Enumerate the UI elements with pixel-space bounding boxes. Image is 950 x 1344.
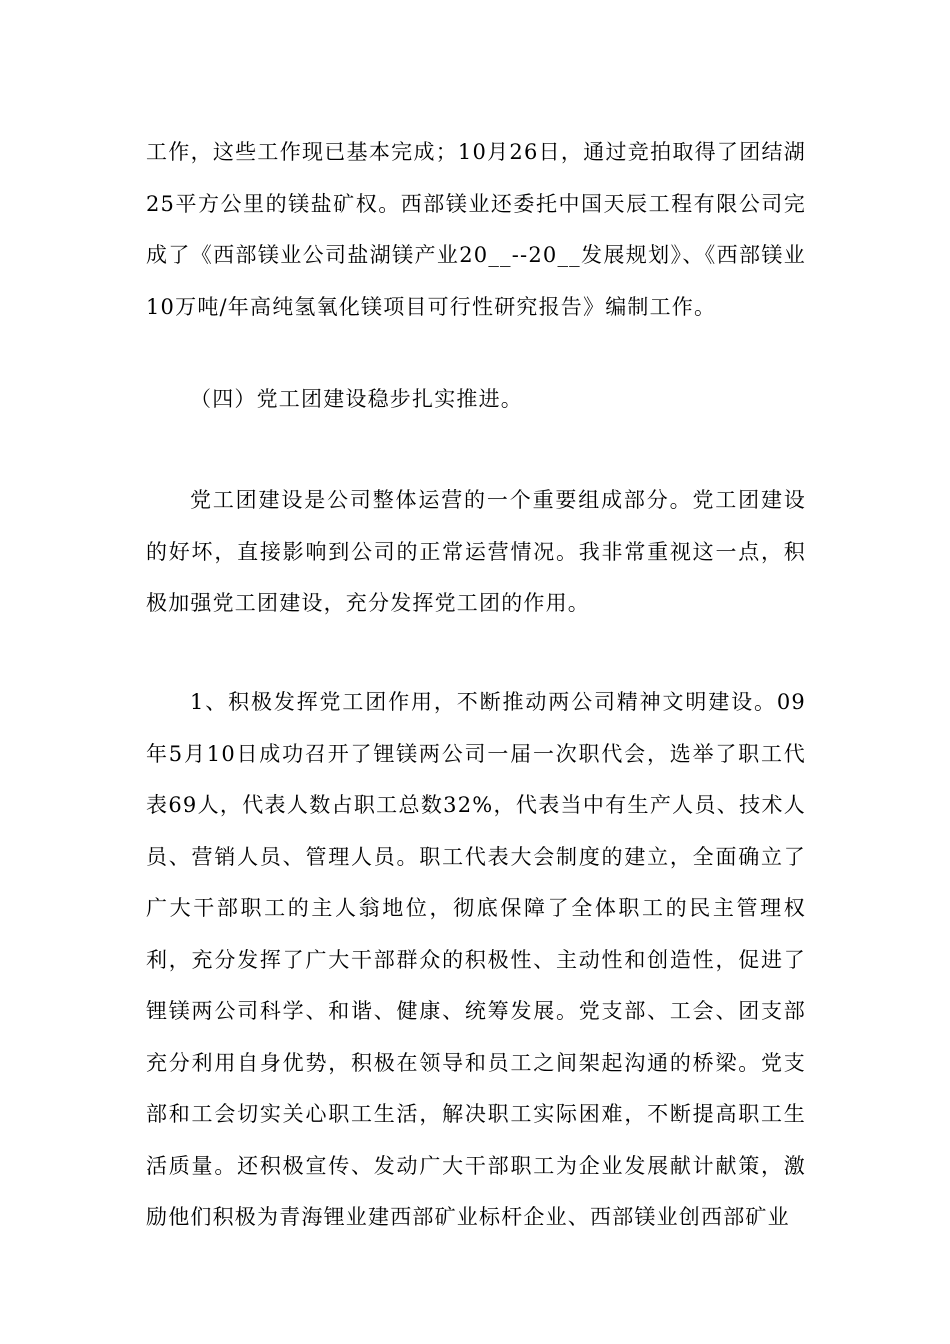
paragraph-continuation: 工作，这些工作现已基本完成；10月26日，通过竞拍取得了团结湖25平方公里的镁盐矿权。西部镁业还委托中国天辰工程有限公司完成了《西部镁业公司盐湖镁产业20__--20__发展规划》、《西部镁业10万吨/年高纯氢氧化镁项目可行性研究报告》编制工作。: [146, 140, 806, 319]
section-heading: （四）党工团建设稳步扎实推进。: [190, 387, 523, 411]
paragraph-party-building: 党工团建设是公司整体运营的一个重要组成部分。党工团建设的好坏，直接影响到公司的正常运营情况。我非常重视这一点，积极加强党工团建设，充分发挥党工团的作用。: [146, 488, 806, 615]
paragraph-point-1: 1、积极发挥党工团作用，不断推动两公司精神文明建设。09年5月10日成功召开了锂镁两公司一届一次职代会，选举了职工代表69人，代表人数占职工总数32%，代表当中有生产人员、技术人员、营销人员、管理人员。职工代表大会制度的建立，全面确立了广大干部职工的主人翁地位，彻底保障了全体职工的民主管理权利，充分发挥了广大干部群众的积极性、主动性和创造性，促进了锂镁两公司科学、和谐、健康、统筹发展。党支部、工会、团支部充分利用自身优势，积极在领导和员工之间架起沟通的桥梁。党支部和工会切实关心职工生活，解决职工实际困难，不断提高职工生活质量。还积极宣传、发动广大干部职工为企业发展献计献策，激励他们积极为青海锂业建西部矿业标杆企业、西部镁业创西部矿业: [146, 690, 806, 1229]
